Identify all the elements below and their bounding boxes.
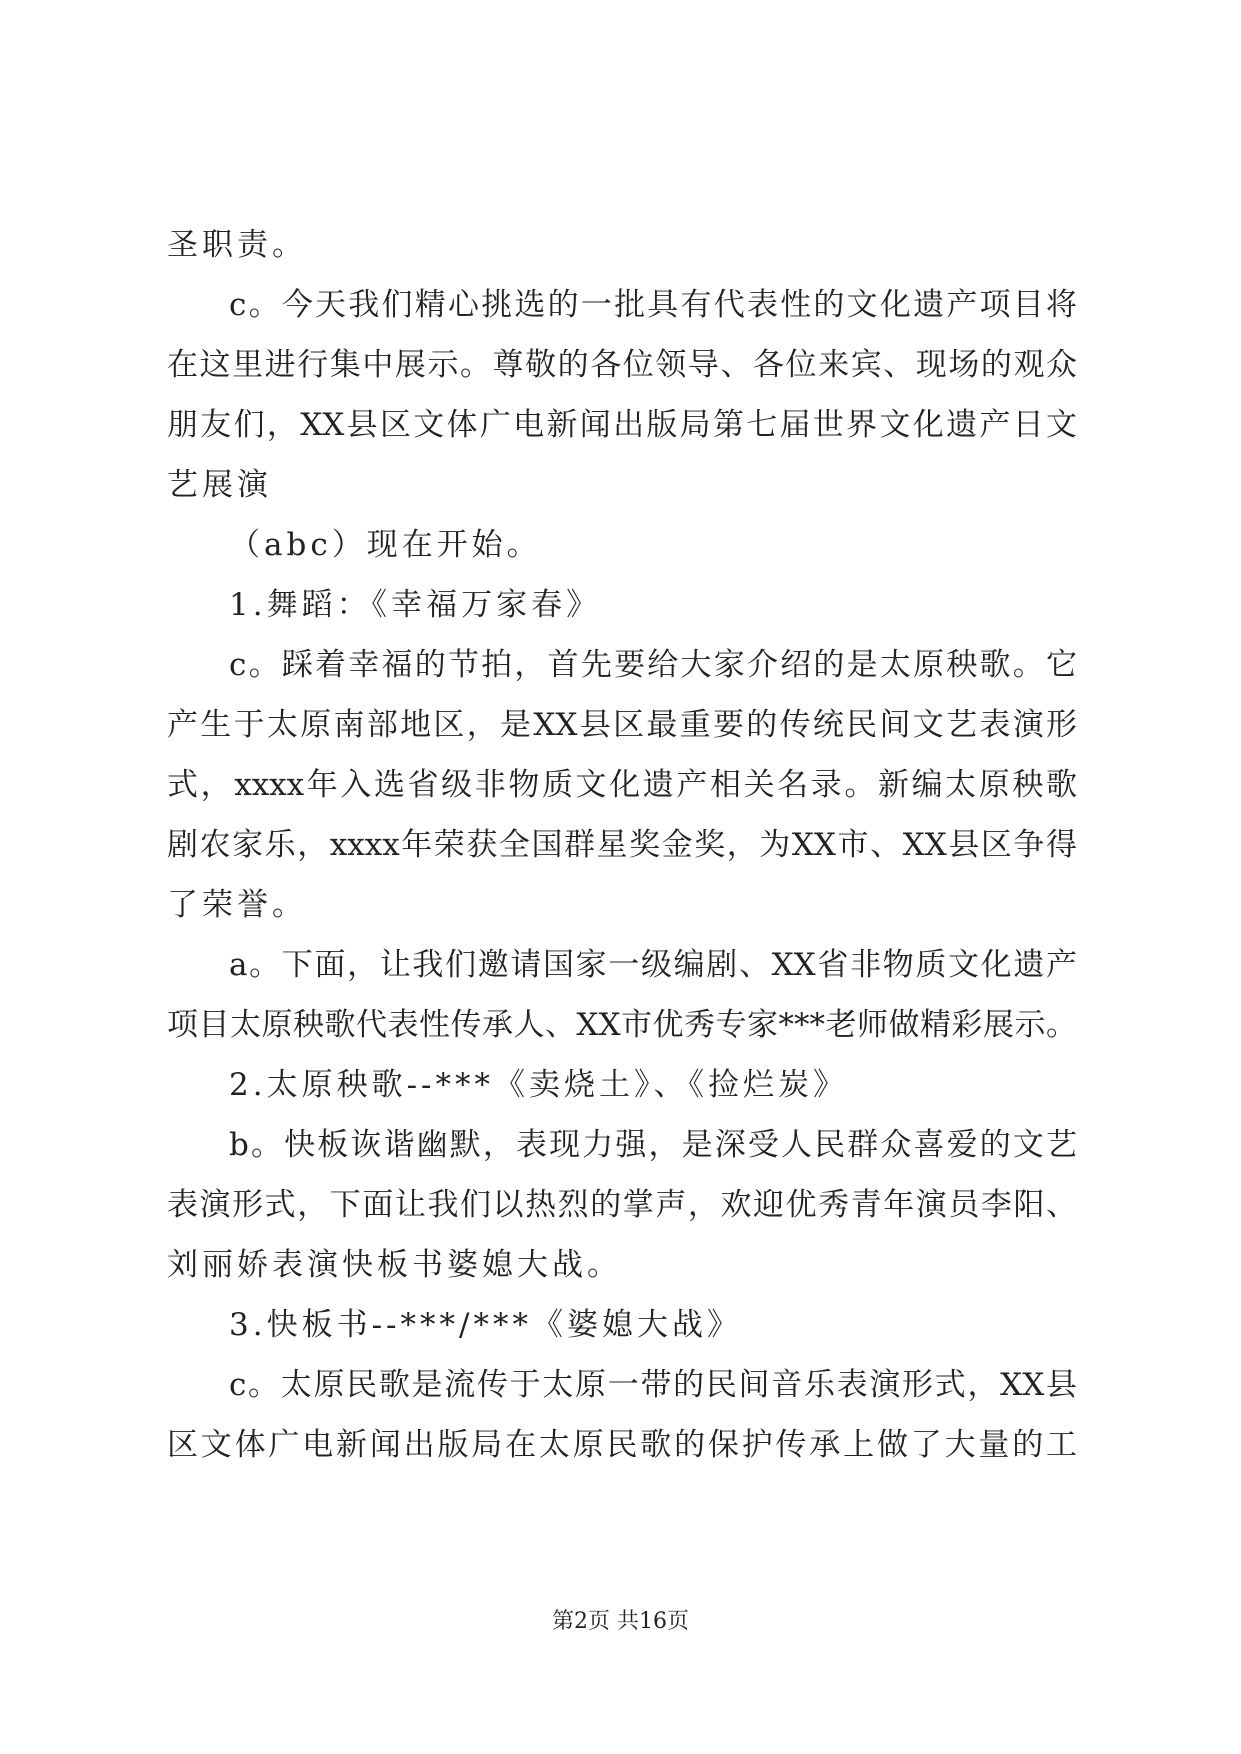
program-item-heading: 2.太原秧歌--***《卖烧土》、《捡烂炭》 bbox=[229, 1067, 849, 1103]
paragraph-line: 项目太原秧歌代表性传承人、XX市优秀专家***老师做精彩展示。 bbox=[167, 1007, 1077, 1043]
paragraph-line: 剧农家乐，xxxx年荣获全国群星奖金奖，为XX市、XX县区争得 bbox=[167, 827, 1077, 863]
paragraph-line: b。快板诙谐幽默，表现力强，是深受人民群众喜爱的文艺 bbox=[229, 1127, 1077, 1163]
paragraph-line: 刘丽娇表演快板书婆媳大战。 bbox=[167, 1247, 622, 1283]
paragraph-line: 朋友们，XX县区文体广电新闻出版局第七届世界文化遗产日文 bbox=[167, 407, 1077, 443]
document-body bbox=[167, 228, 1077, 1488]
page-number-footer: 第2页 共16页 bbox=[552, 1609, 689, 1634]
paragraph-line: c。今天我们精心挑选的一批具有代表性的文化遗产项目将 bbox=[229, 287, 1077, 323]
program-item-heading: 3.快板书--***/***《婆媳大战》 bbox=[229, 1307, 742, 1343]
paragraph-line: 产生于太原南部地区，是XX县区最重要的传统民间文艺表演形 bbox=[167, 707, 1077, 743]
paragraph-line: （abc）现在开始。 bbox=[229, 527, 542, 563]
paragraph-line: 表演形式，下面让我们以热烈的掌声，欢迎优秀青年演员李阳、 bbox=[167, 1187, 1077, 1223]
paragraph-line: 圣职责。 bbox=[167, 227, 307, 263]
paragraph-line: 在这里进行集中展示。尊敬的各位领导、各位来宾、现场的观众 bbox=[167, 347, 1077, 383]
paragraph-line: 区文体广电新闻出版局在太原民歌的保护传承上做了大量的工 bbox=[167, 1427, 1077, 1463]
paragraph-line: 艺展演 bbox=[167, 467, 272, 503]
paragraph-line: a。下面，让我们邀请国家一级编剧、XX省非物质文化遗产 bbox=[229, 947, 1077, 983]
paragraph-line: 了荣誉。 bbox=[167, 887, 307, 923]
paragraph-line: 式，xxxx年入选省级非物质文化遗产相关名录。新编太原秧歌 bbox=[167, 767, 1077, 803]
paragraph-line: c。踩着幸福的节拍，首先要给大家介绍的是太原秧歌。它 bbox=[229, 647, 1077, 683]
paragraph-line: c。太原民歌是流传于太原一带的民间音乐表演形式，XX县 bbox=[229, 1367, 1077, 1403]
program-item-heading: 1.舞蹈：《幸福万家春》 bbox=[229, 587, 602, 623]
